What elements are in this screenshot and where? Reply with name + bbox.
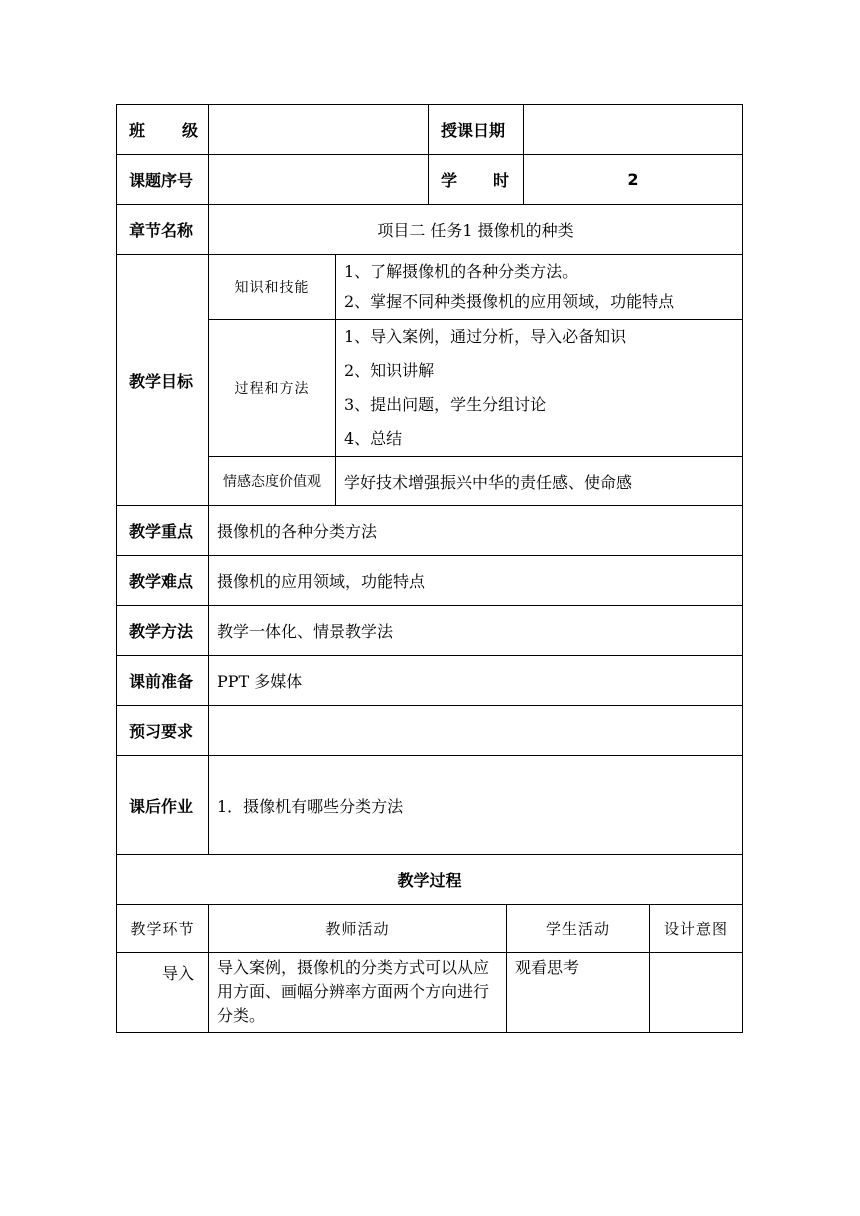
process-items: [336, 320, 743, 457]
difficulty-value: 摄像机的应用领域，功能特点: [209, 556, 743, 606]
chapter-value: 项目二 任务1 摄像机的种类: [209, 205, 743, 255]
prep-label: 课前准备: [117, 656, 209, 706]
hours-label: [429, 155, 524, 205]
key-point-value: 摄像机的各种分类方法: [209, 506, 743, 556]
objectives-label: 教学目标: [117, 255, 209, 506]
hours-value: 2: [524, 155, 743, 205]
method-label: 教学方法: [117, 606, 209, 656]
chapter-row: [117, 205, 743, 255]
topic-no-label: 课题序号: [117, 155, 209, 205]
objective-attitude-row: [117, 457, 743, 506]
knowledge-item: 2、掌握不同种类摄像机的应用领域，功能特点: [344, 292, 675, 311]
process-item: 4、总结: [344, 429, 403, 448]
date-value: [524, 105, 743, 155]
knowledge-label: 知识和技能: [209, 255, 336, 320]
process-title: 教学过程: [117, 855, 743, 905]
hours-label-a: 学: [441, 171, 458, 190]
process-label: 过程和方法: [209, 320, 336, 457]
header-stage: 教学环节: [117, 905, 209, 953]
lesson-plan-table: [116, 104, 743, 905]
homework-row: [117, 756, 743, 855]
prep-value: PPT 多媒体: [209, 656, 743, 706]
header-teacher: 教师活动: [209, 905, 507, 953]
topic-row: [117, 155, 743, 205]
teacher-activity-cell: 导入案例，摄像机的分类方式可以从应用方面、画幅分辨率方面两个方向进行分类。: [209, 953, 507, 1033]
hours-label-b: 时: [492, 171, 509, 190]
process-header-row: [117, 905, 743, 953]
process-item: 1、导入案例，通过分析，导入必备知识: [344, 327, 627, 346]
attitude-label: 情感态度价值观: [209, 457, 336, 506]
chapter-label: 章节名称: [117, 205, 209, 255]
class-label-a: 班: [129, 121, 146, 140]
key-point-label: 教学重点: [117, 506, 209, 556]
preview-row: [117, 706, 743, 756]
knowledge-item: 1、了解摄像机的各种分类方法。: [344, 262, 579, 281]
intent-cell: [650, 953, 743, 1033]
knowledge-items: [336, 255, 743, 320]
student-activity-cell: 观看思考: [507, 953, 650, 1033]
homework-value: 1．摄像机有哪些分类方法: [209, 756, 743, 855]
process-row: [117, 953, 743, 1033]
method-row: [117, 606, 743, 656]
class-label: [117, 105, 209, 155]
preview-label: 预习要求: [117, 706, 209, 756]
stage-cell: 导入: [117, 953, 209, 1033]
homework-label: 课后作业: [117, 756, 209, 855]
prep-row: [117, 656, 743, 706]
class-label-b: 级: [181, 121, 198, 140]
process-table: [116, 904, 743, 1033]
process-title-row: [117, 855, 743, 905]
attitude-value: 学好技术增强振兴中华的责任感、使命感: [336, 457, 743, 506]
header-intent: 设计意图: [650, 905, 743, 953]
objective-knowledge-row: [117, 255, 743, 320]
key-point-row: [117, 506, 743, 556]
header-student: 学生活动: [507, 905, 650, 953]
difficulty-label: 教学难点: [117, 556, 209, 606]
difficulty-row: [117, 556, 743, 606]
preview-value: [209, 706, 743, 756]
topic-no-value: [209, 155, 429, 205]
method-value: 教学一体化、情景教学法: [209, 606, 743, 656]
process-item: 3、提出问题，学生分组讨论: [344, 395, 547, 414]
date-label: 授课日期: [429, 105, 524, 155]
objective-process-row: [117, 320, 743, 457]
class-row: [117, 105, 743, 155]
process-item: 2、知识讲解: [344, 361, 435, 380]
class-value: [209, 105, 429, 155]
